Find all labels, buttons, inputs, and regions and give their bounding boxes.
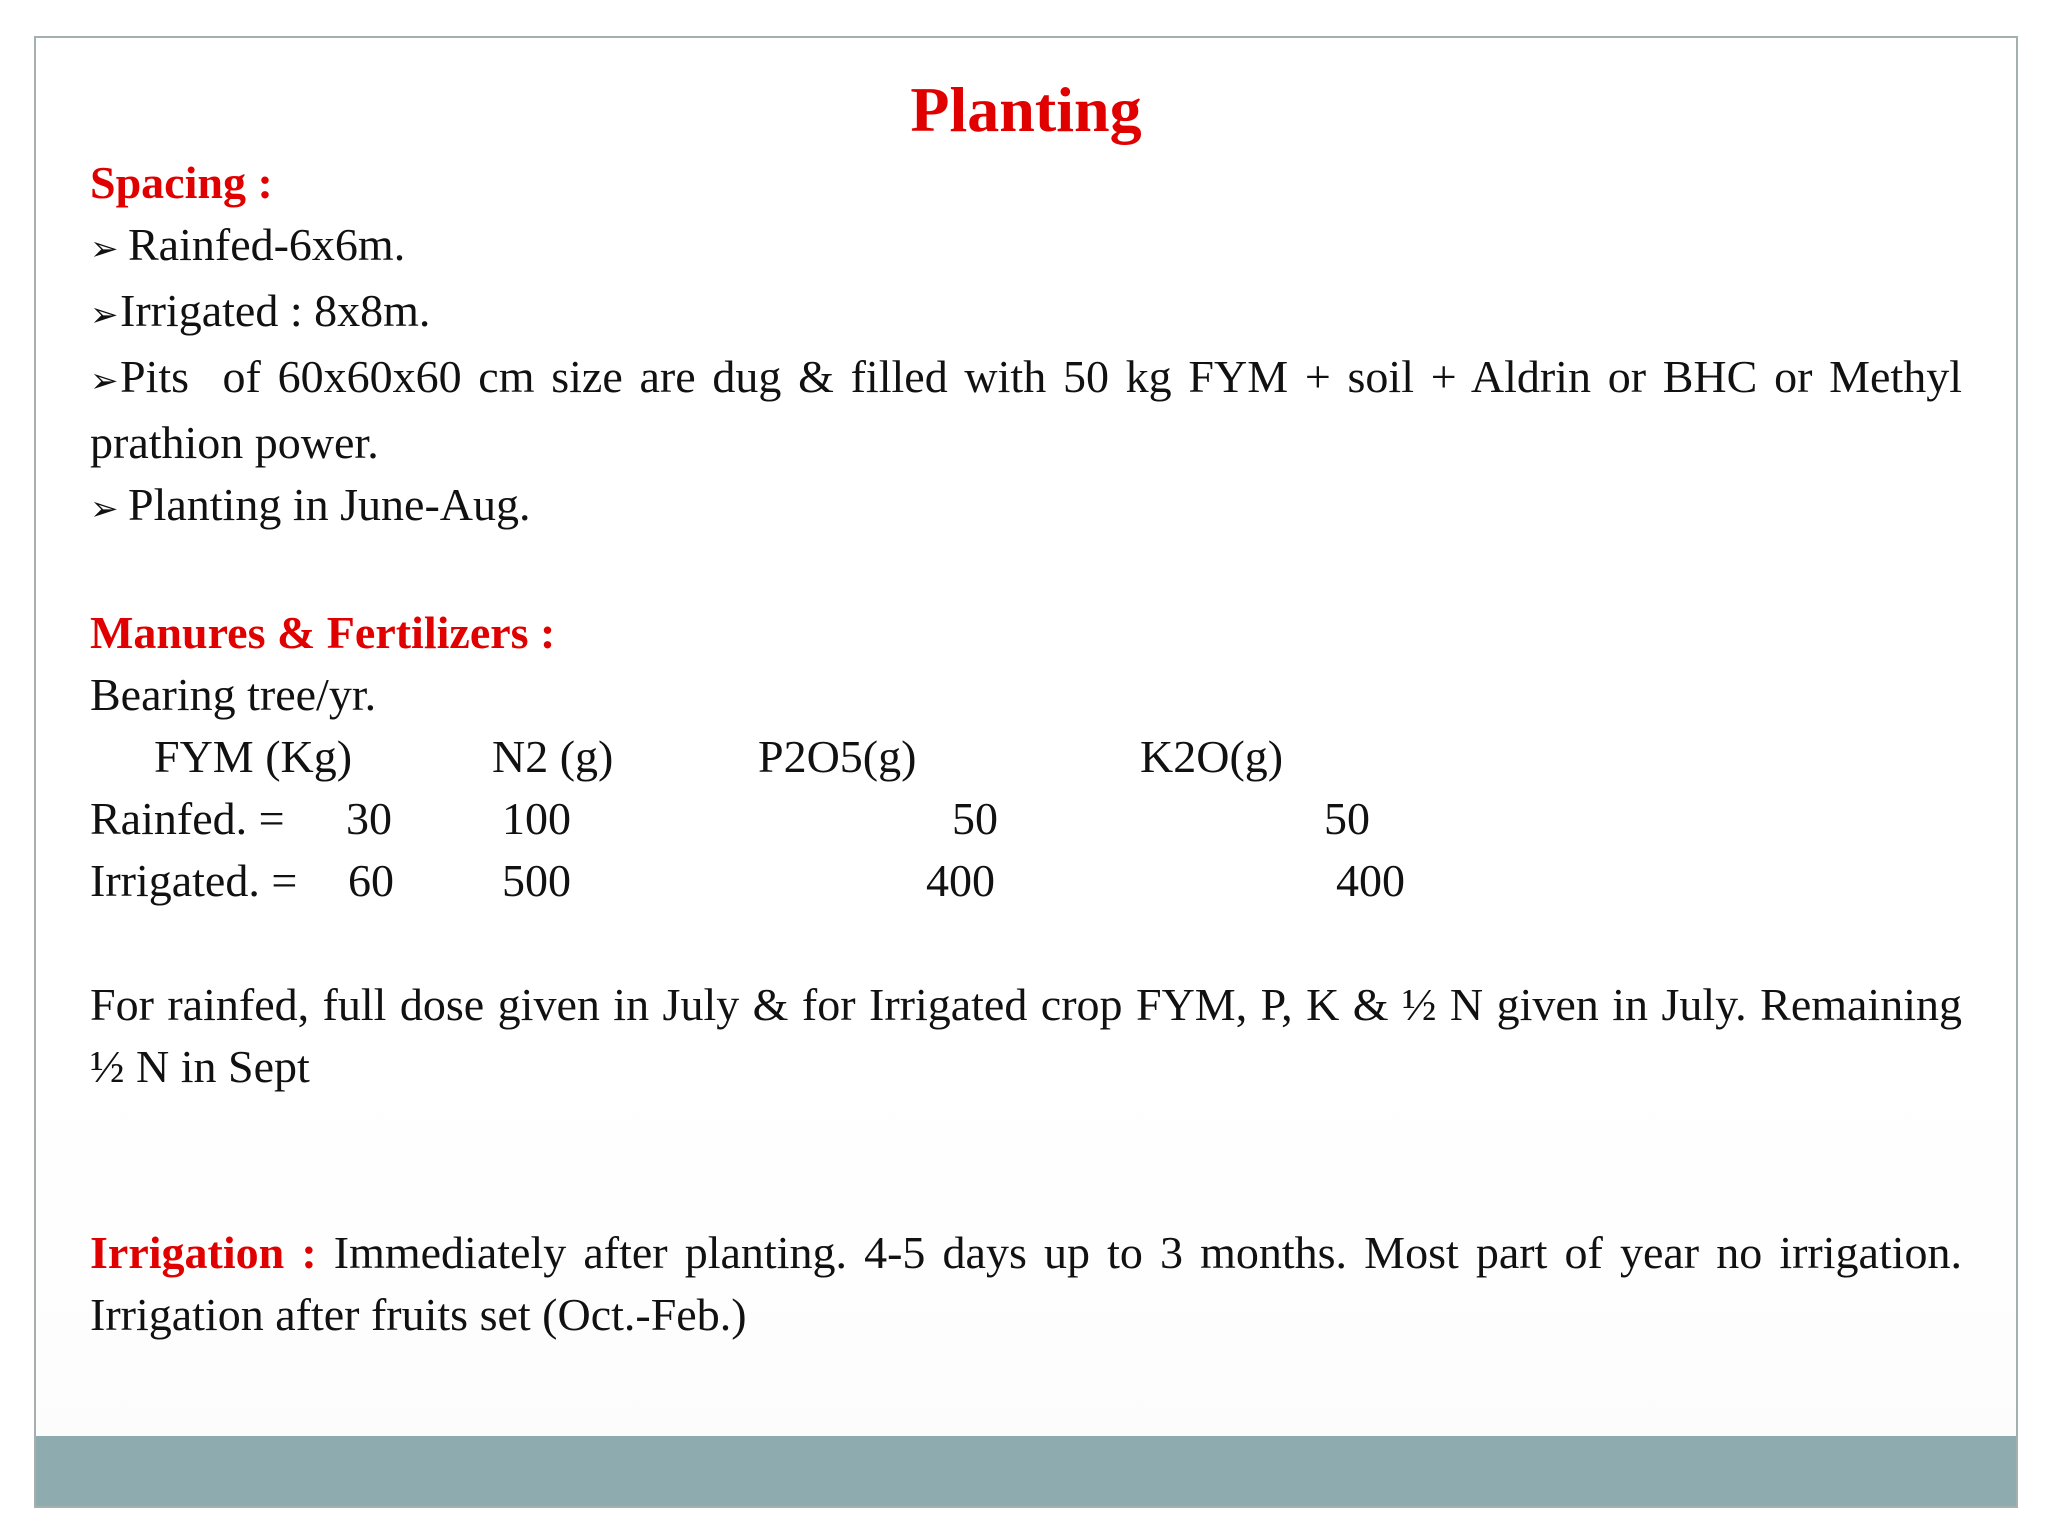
spacing-item-text: Rainfed-6x6m. — [128, 219, 406, 270]
manures-subtitle: Bearing tree/yr. — [90, 669, 377, 720]
cell-k2o: 400 — [1336, 855, 1405, 906]
spacing-item-irrigated — [90, 280, 1962, 346]
fertilizer-note: For rainfed, full dose given in July & for Irrigated crop FYM, P, K & ½ N given in July. Remaining ½ N in Sept — [90, 979, 1962, 1092]
column-header-fym: FYM (Kg) — [154, 731, 353, 782]
cell-n2: 100 — [502, 793, 571, 844]
manures-heading: Manures & Fertilizers : — [90, 607, 556, 658]
slide-content — [90, 68, 1974, 1346]
arrow-bullet-icon: ➢ — [90, 229, 119, 269]
irrigation-heading: Irrigation : — [90, 1227, 317, 1278]
fertilizer-row-rainfed — [90, 788, 1962, 850]
footer-bar — [36, 1436, 2016, 1506]
fertilizer-row-irrigated — [90, 850, 1962, 912]
cell-n2: 500 — [502, 855, 571, 906]
fertilizer-header-row — [90, 726, 1962, 788]
cell-p2o5: 400 — [926, 855, 995, 906]
column-header-n2: N2 (g) — [492, 731, 614, 782]
spacing-item-planting-time — [90, 474, 1962, 540]
slide-title: Planting — [910, 74, 1142, 145]
arrow-bullet-icon: ➢ — [90, 361, 119, 401]
spacing-item-text: Irrigated : 8x8m. — [120, 285, 431, 336]
spacing-heading: Spacing : — [90, 157, 273, 208]
column-header-p2o5: P2O5(g) — [758, 731, 917, 782]
spacing-item-pits — [90, 346, 1974, 474]
irrigation-text: Immediately after planting. 4-5 days up to 3 months. Most part of year no irrigation. Irrigation after fruits set (Oct.-Feb.) — [90, 1227, 1963, 1340]
cell-fym: 60 — [348, 855, 394, 906]
spacing-item-rainfed — [90, 214, 1962, 280]
column-header-k2o: K2O(g) — [1140, 731, 1284, 782]
cell-p2o5: 50 — [952, 793, 998, 844]
cell-fym: 30 — [346, 793, 392, 844]
spacing-item-text: Planting in June-Aug. — [128, 479, 531, 530]
arrow-bullet-icon: ➢ — [90, 489, 119, 529]
row-label: Rainfed. = — [90, 793, 285, 844]
row-label: Irrigated. = — [90, 855, 298, 906]
arrow-bullet-icon: ➢ — [90, 295, 119, 335]
spacing-item-text: Pits of 60x60x60 cm size are dug & filled with 50 kg FYM + soil + Aldrin or BHC or Methyl prathion power. — [90, 351, 1974, 468]
cell-k2o: 50 — [1324, 793, 1370, 844]
irrigation-paragraph — [90, 1222, 1962, 1346]
slide — [34, 36, 2018, 1508]
